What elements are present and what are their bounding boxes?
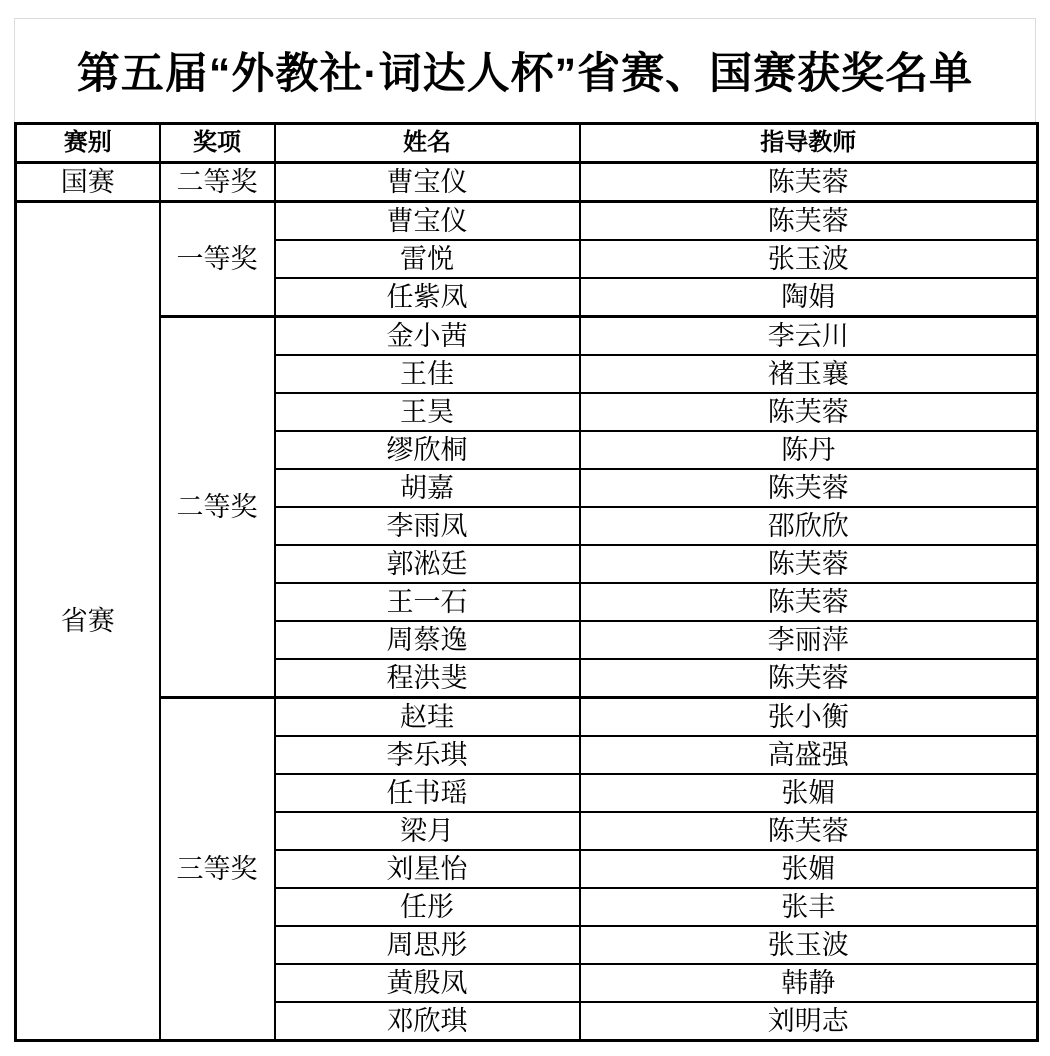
name-cell: 黄殷凤	[275, 964, 580, 1002]
name-cell: 王佳	[275, 355, 580, 393]
table-row	[16, 202, 1038, 241]
teacher-cell: 陈丹	[580, 431, 1038, 469]
teacher-cell: 刘明志	[580, 1002, 1038, 1041]
teacher-cell: 陈芙蓉	[580, 469, 1038, 507]
teacher-cell: 张玉波	[580, 926, 1038, 964]
name-cell: 周蔡逸	[275, 621, 580, 659]
teacher-cell: 陈芙蓉	[580, 202, 1038, 241]
name-cell: 胡嘉	[275, 469, 580, 507]
name-cell: 任书瑶	[275, 774, 580, 812]
name-cell: 梁月	[275, 812, 580, 850]
award-table	[14, 122, 1039, 1042]
teacher-cell: 陶娟	[580, 278, 1038, 317]
header-cell-name: 姓名	[275, 124, 580, 163]
name-cell: 程洪斐	[275, 659, 580, 698]
name-cell: 雷悦	[275, 240, 580, 278]
name-cell: 李雨凤	[275, 507, 580, 545]
name-cell: 邓欣琪	[275, 1002, 580, 1041]
competition-cell: 省赛	[16, 202, 160, 1041]
teacher-cell: 陈芙蓉	[580, 659, 1038, 698]
award-cell: 二等奖	[160, 163, 275, 202]
teacher-cell: 李丽萍	[580, 621, 1038, 659]
name-cell: 缪欣桐	[275, 431, 580, 469]
teacher-cell: 张媚	[580, 774, 1038, 812]
name-cell: 赵珪	[275, 698, 580, 737]
award-cell: 一等奖	[160, 202, 275, 317]
teacher-cell: 高盛强	[580, 736, 1038, 774]
teacher-cell: 陈芙蓉	[580, 163, 1038, 202]
header-cell-competition: 赛别	[16, 124, 160, 163]
teacher-cell: 陈芙蓉	[580, 393, 1038, 431]
name-cell: 王一石	[275, 583, 580, 621]
header-cell-award: 奖项	[160, 124, 275, 163]
teacher-cell: 陈芙蓉	[580, 583, 1038, 621]
competition-cell: 国赛	[16, 163, 160, 202]
name-cell: 金小茜	[275, 317, 580, 356]
teacher-cell: 张小衡	[580, 698, 1038, 737]
name-cell: 曹宝仪	[275, 202, 580, 241]
teacher-cell: 李云川	[580, 317, 1038, 356]
teacher-cell: 邵欣欣	[580, 507, 1038, 545]
name-cell: 郭淞廷	[275, 545, 580, 583]
name-cell: 李乐琪	[275, 736, 580, 774]
page-title: 第五届“外教社·词达人杯”省赛、国赛获奖名单	[76, 50, 974, 98]
name-cell: 周思彤	[275, 926, 580, 964]
teacher-cell: 陈芙蓉	[580, 812, 1038, 850]
teacher-cell: 张丰	[580, 888, 1038, 926]
name-cell: 曹宝仪	[275, 163, 580, 202]
teacher-cell: 褚玉襄	[580, 355, 1038, 393]
title-box	[14, 18, 1036, 122]
teacher-cell: 韩静	[580, 964, 1038, 1002]
name-cell: 王昊	[275, 393, 580, 431]
teacher-cell: 张玉波	[580, 240, 1038, 278]
name-cell: 任紫凤	[275, 278, 580, 317]
table-row	[16, 698, 1038, 737]
award-cell: 二等奖	[160, 317, 275, 698]
header-row	[16, 124, 1038, 163]
teacher-cell: 陈芙蓉	[580, 545, 1038, 583]
name-cell: 刘星怡	[275, 850, 580, 888]
table-row	[16, 163, 1038, 202]
name-cell: 任彤	[275, 888, 580, 926]
table-row	[16, 317, 1038, 356]
header-cell-teacher: 指导教师	[580, 124, 1038, 163]
teacher-cell: 张媚	[580, 850, 1038, 888]
award-cell: 三等奖	[160, 698, 275, 1041]
